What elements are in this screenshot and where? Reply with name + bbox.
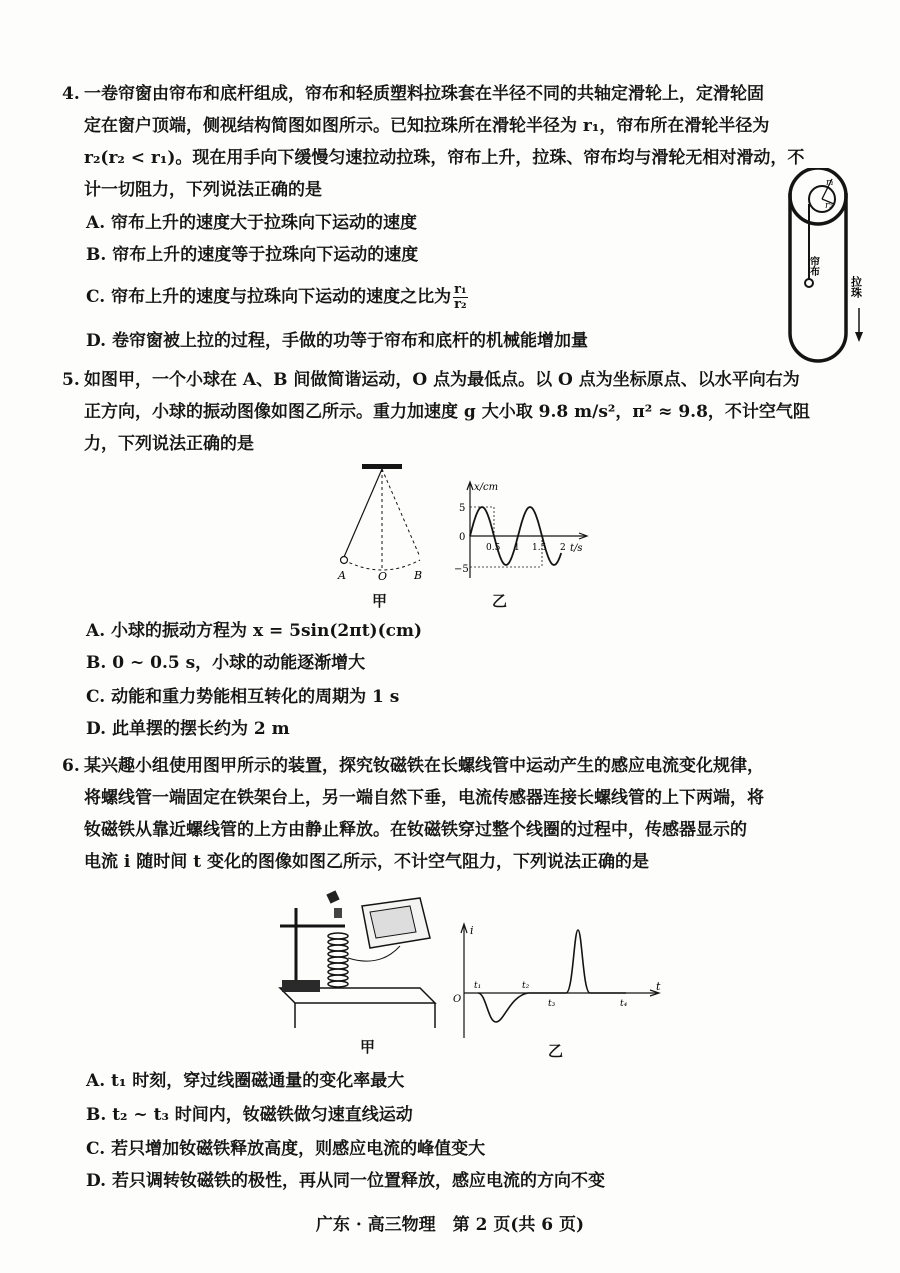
tick-y-bottom: −5: [454, 564, 469, 575]
label-t1: t₁: [474, 981, 482, 991]
tick-x-0.5: 0.5: [486, 543, 501, 553]
origin-label: 0: [459, 532, 466, 543]
question-text-line: 电流 i 随时间 t 变化的图像如图乙所示，不计空气阻力，下列说法正确的是: [84, 852, 649, 872]
pendulum-figure: [330, 462, 440, 587]
x-label: t: [656, 980, 661, 993]
option-a: A. 小球的振动方程为 x = 5sin(2πt)(cm): [86, 621, 423, 641]
label-b: B: [414, 569, 423, 582]
ball: [341, 557, 348, 564]
current-graph: [448, 920, 670, 1042]
svg-text:拉珠: 拉珠: [849, 276, 863, 298]
option-a: A. t₁ 时刻，穿过线圈磁通量的变化率最大: [86, 1071, 405, 1091]
origin-label: O: [453, 994, 462, 1005]
sensor-screen: [370, 906, 416, 938]
string-left: [344, 469, 382, 557]
label-r1: r₁: [826, 178, 834, 188]
label-t3: t₃: [548, 999, 556, 1009]
option-b: B. 帘布上升的速度等于拉珠向下运动的速度: [86, 245, 419, 265]
option-c: C. 若只增加钕磁铁释放高度，则感应电流的峰值变大: [86, 1139, 486, 1159]
label-o: O: [378, 570, 388, 583]
svg-text:帘布: 帘布: [807, 256, 819, 276]
question-number: 6.: [62, 756, 80, 776]
stand-base: [282, 980, 320, 992]
x-label: t/s: [570, 543, 583, 554]
oscillation-graph: [452, 478, 592, 588]
caption-jia: 甲: [372, 592, 388, 610]
question-text-line: 力，下列说法正确的是: [84, 434, 254, 454]
apparatus-figure: [270, 888, 445, 1036]
option-a: A. 帘布上升的速度大于拉珠向下运动的速度: [86, 213, 418, 233]
question-text-line: 正方向，小球的振动图像如图乙所示。重力加速度 g 大小取 9.8 m/s²，π² ≈ 9.8，不计空气阻: [84, 402, 810, 422]
label-a: A: [338, 569, 346, 582]
option-text: C. 帘布上升的速度与拉珠向下运动的速度之比为: [86, 287, 452, 307]
question-6: [62, 750, 862, 878]
table-legs: [295, 1003, 435, 1028]
pulley-figure: [770, 168, 870, 363]
tick-x-2: 2: [560, 543, 566, 553]
label-t4: t₄: [620, 999, 628, 1009]
label-curtain: [808, 255, 820, 277]
caption-yi: 乙: [492, 592, 508, 610]
solenoid-coil: [328, 933, 348, 987]
question-4: [62, 78, 862, 206]
caption-jia: 甲: [360, 1038, 376, 1056]
ceiling-mount: [362, 464, 402, 469]
option-c: [86, 282, 468, 312]
magnet: [334, 908, 342, 918]
y-label: x/cm: [474, 482, 499, 493]
caption-yi: 乙: [548, 1042, 564, 1060]
bottom-rod: [805, 279, 813, 287]
tick-x-1.5: 1.5: [532, 543, 547, 553]
option-d: D. 卷帘窗被上拉的过程，手做的功等于帘布和底杆的机械能增加量: [86, 331, 588, 351]
fraction-numerator: r₁: [454, 282, 467, 297]
tick-y-top: 5: [459, 503, 466, 514]
ratio-fraction: [453, 283, 468, 312]
y-label: i: [470, 924, 474, 937]
label-t2: t₂: [522, 981, 530, 991]
question-text-line: 钕磁铁从靠近螺线管的上方由静止释放。在钕磁铁穿过整个线圈的过程中，传感器显示的: [84, 820, 747, 840]
question-text-line: 某兴趣小组使用图甲所示的装置，探究钕磁铁在长螺线管中运动产生的感应电流变化规律，: [84, 756, 764, 776]
hand-shape: [326, 890, 339, 903]
option-d: D. 此单摆的摆长约为 2 m: [86, 719, 290, 739]
label-beads: [850, 275, 863, 299]
question-text-line: 将螺线管一端固定在铁架台上，另一端自然下垂，电流传感器连接长螺线管的上下两端，将: [84, 788, 764, 808]
outer-pulley: [790, 168, 846, 224]
down-arrow-head: [855, 332, 863, 342]
page-footer: 广东 · 高三物理 第 2 页(共 6 页): [315, 1215, 585, 1235]
question-number: 4.: [62, 84, 80, 104]
label-r2: r₂: [825, 201, 833, 211]
question-number: 5.: [62, 370, 80, 390]
option-c: C. 动能和重力势能相互转化的周期为 1 s: [86, 687, 400, 707]
question-text-line: 一卷帘窗由帘布和底杆组成，帘布和轻质塑料拉珠套在半径不同的共轴定滑轮上，定滑轮固: [84, 84, 764, 104]
question-text-line: 计一切阻力，下列说法正确的是: [84, 180, 322, 200]
option-b: B. 0 ~ 0.5 s，小球的动能逐渐增大: [86, 653, 366, 673]
tick-x-1: 1: [514, 543, 520, 553]
question-text-line: 定在窗户顶端，侧视结构简图如图所示。已知拉珠所在滑轮半径为 r₁，帘布所在滑轮半径为: [84, 116, 770, 136]
fraction-denominator: r₂: [454, 297, 467, 312]
option-d: D. 若只调转钕磁铁的极性，再从同一位置释放，感应电流的方向不变: [86, 1171, 605, 1191]
question-5: [62, 364, 862, 460]
wire: [348, 946, 400, 961]
option-b: B. t₂ ~ t₃ 时间内，钕磁铁做匀速直线运动: [86, 1105, 413, 1125]
question-text-line: r₂(r₂ < r₁)。现在用手向下缓慢匀速拉动拉珠，帘布上升，拉珠、帘布均与滑轮无相对滑动，不: [84, 148, 805, 168]
string-right: [382, 469, 420, 557]
question-text-line: 如图甲，一个小球在 A、B 间做简谐运动，O 点为最低点。以 O 点为坐标原点、以水平向右为: [84, 370, 800, 390]
